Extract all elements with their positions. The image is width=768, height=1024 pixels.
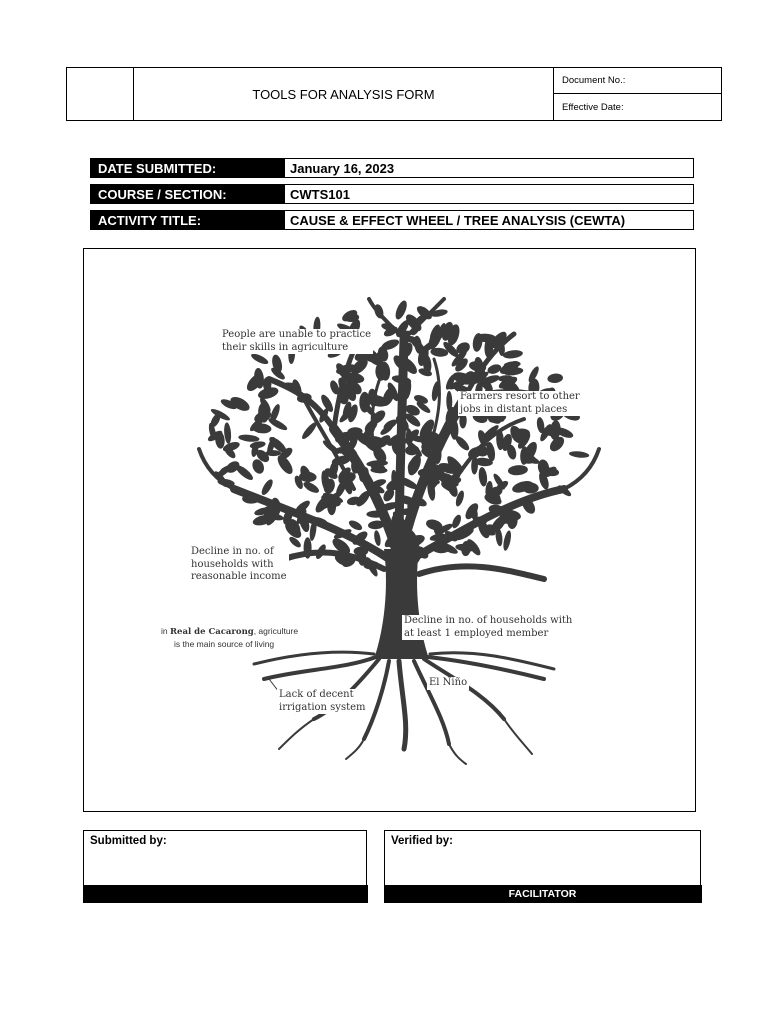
leaf: [359, 392, 370, 413]
leaf: [266, 450, 282, 456]
leaf: [486, 363, 502, 376]
date-submitted-row: [90, 158, 694, 178]
course-section-label: COURSE / SECTION:: [90, 184, 285, 204]
leaf: [302, 480, 321, 495]
document-meta: [554, 68, 721, 120]
submitted-by-box[interactable]: [83, 830, 367, 902]
leaf: [569, 450, 590, 458]
leaf: [238, 434, 260, 443]
leaf: [502, 349, 523, 359]
verified-by-box[interactable]: [384, 830, 701, 902]
effect-label-skills: People are unable to practice their skills in agriculture: [222, 329, 371, 353]
form-title: TOOLS FOR ANALYSIS FORM: [134, 68, 554, 120]
activity-title-row: [90, 210, 694, 230]
form-header: [66, 67, 722, 121]
submitted-by-bar: [83, 885, 368, 903]
leaf: [260, 478, 275, 497]
verified-by-label: Verified by:: [391, 835, 453, 847]
context-label: in Real de Cacarong, agriculture is the main source of living: [161, 626, 299, 649]
leaf: [508, 464, 529, 476]
logo-cell: [67, 68, 134, 120]
cause-effect-tree-diagram: [83, 248, 696, 812]
context-line-2: is the main source of living: [174, 639, 275, 649]
submitted-by-label: Submitted by:: [90, 835, 167, 847]
course-section-value[interactable]: CWTS101: [285, 184, 694, 204]
leaf: [547, 373, 563, 384]
facilitator-bar: FACILITATOR: [384, 885, 702, 903]
effective-date-label: Effective Date:: [562, 101, 624, 113]
root-label-el-nino: El Niño: [429, 677, 468, 688]
activity-title-label: ACTIVITY TITLE:: [90, 210, 285, 230]
effect-label-employed-member: Decline in no. of households with at least 1 employed member: [404, 615, 573, 639]
date-submitted-label: DATE SUBMITTED:: [90, 158, 285, 178]
date-submitted-value[interactable]: January 16, 2023: [285, 158, 694, 178]
root-label-irrigation: Lack of decent irrigation system: [279, 689, 366, 713]
effect-label-distant-jobs: Farmers resort to other jobs in distant places: [460, 391, 580, 415]
leaf: [502, 530, 513, 551]
leaf: [478, 467, 489, 487]
document-no-label: Document No.:: [554, 68, 721, 94]
tree-illustration: [84, 249, 694, 810]
course-section-row: [90, 184, 694, 204]
leaf: [373, 530, 382, 547]
context-place: Real de Cacarong: [169, 627, 254, 637]
activity-title-value[interactable]: CAUSE & EFFECT WHEEL / TREE ANALYSIS (CEWTA): [285, 210, 694, 230]
effect-label-income: Decline in no. of households with reasonable income: [191, 546, 287, 582]
